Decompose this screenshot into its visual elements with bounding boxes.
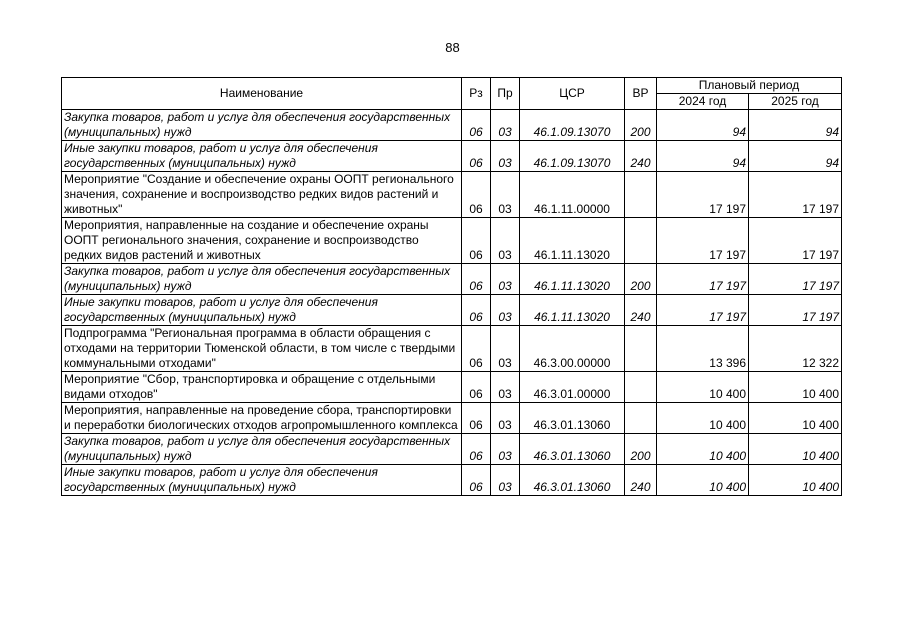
cell-2024: 17 197 xyxy=(657,295,749,326)
cell-csr: 46.3.00.00000 xyxy=(520,326,625,372)
header-rz: Рз xyxy=(462,78,491,110)
cell-vr: 200 xyxy=(625,264,657,295)
cell-name: Иные закупки товаров, работ и услуг для обеспечения государственных (муниципальных) нужд xyxy=(62,295,462,326)
cell-pr: 03 xyxy=(491,141,520,172)
cell-name: Закупка товаров, работ и услуг для обеспечения государственных (муниципальных) нужд xyxy=(62,264,462,295)
cell-2025: 17 197 xyxy=(749,172,842,218)
cell-vr: 240 xyxy=(625,465,657,496)
cell-vr: 200 xyxy=(625,434,657,465)
cell-pr: 03 xyxy=(491,110,520,141)
header-vr: ВР xyxy=(625,78,657,110)
header-plan-period: Плановый период xyxy=(657,78,842,94)
cell-2024: 13 396 xyxy=(657,326,749,372)
cell-name: Закупка товаров, работ и услуг для обеспечения государственных (муниципальных) нужд xyxy=(62,110,462,141)
cell-rz: 06 xyxy=(462,295,491,326)
cell-vr xyxy=(625,326,657,372)
cell-name: Мероприятия, направленные на создание и обеспечение охраны ООПТ регионального значения, сохранение и воспроизводство редких видов растений и животных xyxy=(62,218,462,264)
cell-2025: 10 400 xyxy=(749,434,842,465)
cell-csr: 46.3.01.13060 xyxy=(520,403,625,434)
cell-2024: 10 400 xyxy=(657,403,749,434)
cell-vr: 240 xyxy=(625,141,657,172)
header-2024: 2024 год xyxy=(657,94,749,110)
header-pr: Пр xyxy=(491,78,520,110)
cell-2024: 10 400 xyxy=(657,372,749,403)
table-row xyxy=(62,372,842,403)
cell-2024: 94 xyxy=(657,110,749,141)
cell-2025: 12 322 xyxy=(749,326,842,372)
table-row xyxy=(62,218,842,264)
table-row xyxy=(62,465,842,496)
page-number: 88 xyxy=(445,40,460,55)
header-csr: ЦСР xyxy=(520,78,625,110)
cell-2025: 94 xyxy=(749,110,842,141)
cell-rz: 06 xyxy=(462,372,491,403)
cell-name: Закупка товаров, работ и услуг для обеспечения государственных (муниципальных) нужд xyxy=(62,434,462,465)
header-name: Наименование xyxy=(62,78,462,110)
cell-csr: 46.3.01.13060 xyxy=(520,465,625,496)
cell-rz: 06 xyxy=(462,465,491,496)
cell-vr xyxy=(625,218,657,264)
cell-2024: 17 197 xyxy=(657,172,749,218)
cell-2024: 17 197 xyxy=(657,264,749,295)
cell-2025: 94 xyxy=(749,141,842,172)
table-row xyxy=(62,326,842,372)
cell-pr: 03 xyxy=(491,326,520,372)
cell-name: Мероприятия, направленные на проведение сбора, транспортировки и переработки биологических отходов агропромышленного комплекса xyxy=(62,403,462,434)
cell-vr xyxy=(625,403,657,434)
table-row xyxy=(62,434,842,465)
cell-pr: 03 xyxy=(491,172,520,218)
table-row xyxy=(62,295,842,326)
cell-csr: 46.1.11.00000 xyxy=(520,172,625,218)
cell-pr: 03 xyxy=(491,264,520,295)
cell-2025: 17 197 xyxy=(749,264,842,295)
cell-2024: 10 400 xyxy=(657,465,749,496)
cell-name: Иные закупки товаров, работ и услуг для обеспечения государственных (муниципальных) нужд xyxy=(62,141,462,172)
cell-pr: 03 xyxy=(491,372,520,403)
cell-csr: 46.3.01.13060 xyxy=(520,434,625,465)
cell-2024: 94 xyxy=(657,141,749,172)
cell-csr: 46.1.11.13020 xyxy=(520,218,625,264)
cell-csr: 46.3.01.00000 xyxy=(520,372,625,403)
cell-csr: 46.1.11.13020 xyxy=(520,295,625,326)
cell-2024: 10 400 xyxy=(657,434,749,465)
cell-2025: 10 400 xyxy=(749,403,842,434)
cell-pr: 03 xyxy=(491,295,520,326)
table-row xyxy=(62,403,842,434)
table-body xyxy=(62,110,842,496)
cell-name: Мероприятие "Сбор, транспортировка и обращение с отдельными видами отходов" xyxy=(62,372,462,403)
cell-rz: 06 xyxy=(462,141,491,172)
cell-rz: 06 xyxy=(462,218,491,264)
cell-2025: 10 400 xyxy=(749,372,842,403)
cell-2025: 17 197 xyxy=(749,218,842,264)
cell-rz: 06 xyxy=(462,403,491,434)
cell-vr xyxy=(625,172,657,218)
cell-vr: 240 xyxy=(625,295,657,326)
cell-2025: 10 400 xyxy=(749,465,842,496)
cell-pr: 03 xyxy=(491,218,520,264)
cell-rz: 06 xyxy=(462,110,491,141)
cell-pr: 03 xyxy=(491,465,520,496)
cell-csr: 46.1.11.13020 xyxy=(520,264,625,295)
cell-csr: 46.1.09.13070 xyxy=(520,110,625,141)
cell-rz: 06 xyxy=(462,172,491,218)
cell-name: Подпрограмма "Региональная программа в области обращения с отходами на территории Тюменской области, в том числе с твердыми коммунальными отходами" xyxy=(62,326,462,372)
budget-table xyxy=(61,77,842,496)
table-row xyxy=(62,110,842,141)
table-row xyxy=(62,172,842,218)
cell-name: Иные закупки товаров, работ и услуг для обеспечения государственных (муниципальных) нужд xyxy=(62,465,462,496)
cell-pr: 03 xyxy=(491,434,520,465)
cell-pr: 03 xyxy=(491,403,520,434)
cell-2025: 17 197 xyxy=(749,295,842,326)
cell-rz: 06 xyxy=(462,326,491,372)
table-row xyxy=(62,141,842,172)
cell-rz: 06 xyxy=(462,434,491,465)
cell-2024: 17 197 xyxy=(657,218,749,264)
cell-vr: 200 xyxy=(625,110,657,141)
cell-vr xyxy=(625,372,657,403)
table-row xyxy=(62,264,842,295)
cell-name: Мероприятие "Создание и обеспечение охраны ООПТ регионального значения, сохранение и воспроизводство редких видов растений и животных" xyxy=(62,172,462,218)
header-2025: 2025 год xyxy=(749,94,842,110)
cell-csr: 46.1.09.13070 xyxy=(520,141,625,172)
cell-rz: 06 xyxy=(462,264,491,295)
